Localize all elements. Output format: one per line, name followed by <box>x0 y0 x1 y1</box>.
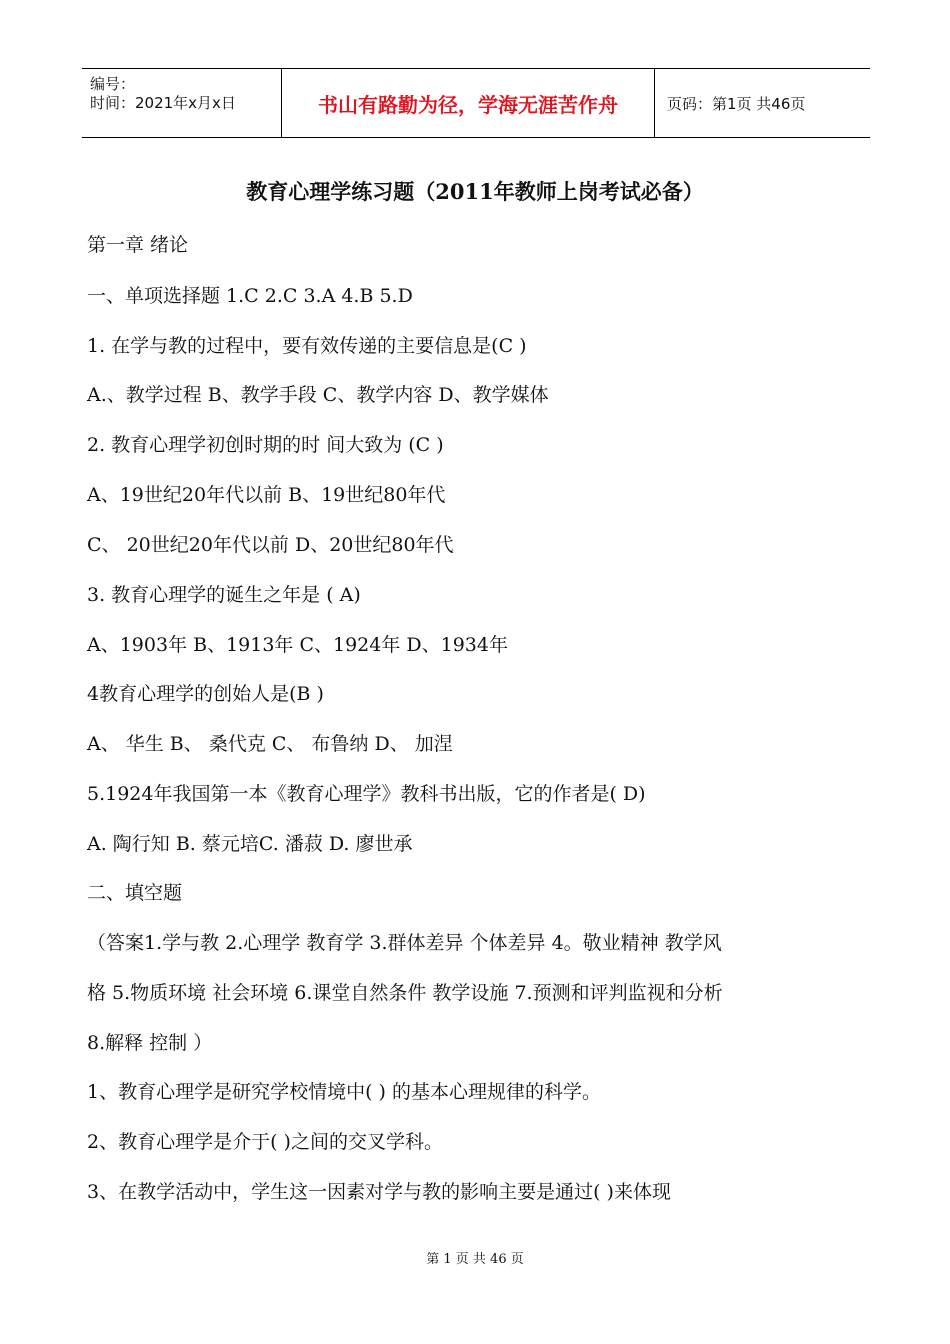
document-title: 教育心理学练习题（2011年教师上岗考试必备） <box>246 179 704 204</box>
text-line: 2、教育心理学是介于( )之间的交叉学科。 <box>87 1131 443 1153</box>
time-label: 时间：2021年x月x日 <box>90 94 236 112</box>
motto: 书山有路勤为径，学海无涯苦作舟 <box>281 69 655 137</box>
text-line: （答案1.学与教 2.心理学 教育学 3.群体差异 个体差异 4。敬业精神 教学风 <box>87 932 722 954</box>
page-footer: 第 1 页 共 46 页 <box>426 1252 524 1267</box>
text-line: 二、填空题 <box>87 882 183 904</box>
text-line: 2. 教育心理学初创时期的时 间大致为 (C ) <box>87 434 444 456</box>
text-line: 8.解释 控制 ） <box>87 1032 213 1054</box>
text-line: A、1903年 B、1913年 C、1924年 D、1934年 <box>87 634 508 656</box>
text-line: 1. 在学与教的过程中，要有效传递的主要信息是(C ) <box>87 335 527 357</box>
text-line: 格 5.物质环境 社会环境 6.课堂自然条件 教学设施 7.预测和评判监视和分析 <box>87 982 723 1004</box>
text-line: A、 华生 B、 桑代克 C、 布鲁纳 D、 加涅 <box>87 733 453 755</box>
text-line: 第一章 绪论 <box>87 234 189 256</box>
number-label: 编号： <box>90 75 136 93</box>
page-info: 页码：第1页 共46页 <box>667 94 806 113</box>
text-line: 1、教育心理学是研究学校情境中( ) 的基本心理规律的科学。 <box>87 1081 601 1103</box>
header-meta <box>82 69 281 137</box>
text-line: 一、单项选择题 1.C 2.C 3.A 4.B 5.D <box>87 285 413 307</box>
text-line: 5.1924年我国第一本《教育心理学》教科书出版，它的作者是( D) <box>87 783 646 805</box>
page-header <box>82 68 870 138</box>
text-line: C、 20世纪20年代以前 D、20世纪80年代 <box>87 534 454 556</box>
text-line: A. 陶行知 B. 蔡元培C. 潘菽 D. 廖世承 <box>87 833 413 855</box>
text-line: 3、在教学活动中，学生这一因素对学与教的影响主要是通过( )来体现 <box>87 1181 671 1203</box>
text-line: 4教育心理学的创始人是(B ) <box>87 683 324 705</box>
text-line: A.、教学过程 B、教学手段 C、教学内容 D、教学媒体 <box>87 384 549 406</box>
text-line: A、19世纪20年代以前 B、19世纪80年代 <box>87 484 446 506</box>
text-line: 3. 教育心理学的诞生之年是 ( A) <box>87 584 361 606</box>
